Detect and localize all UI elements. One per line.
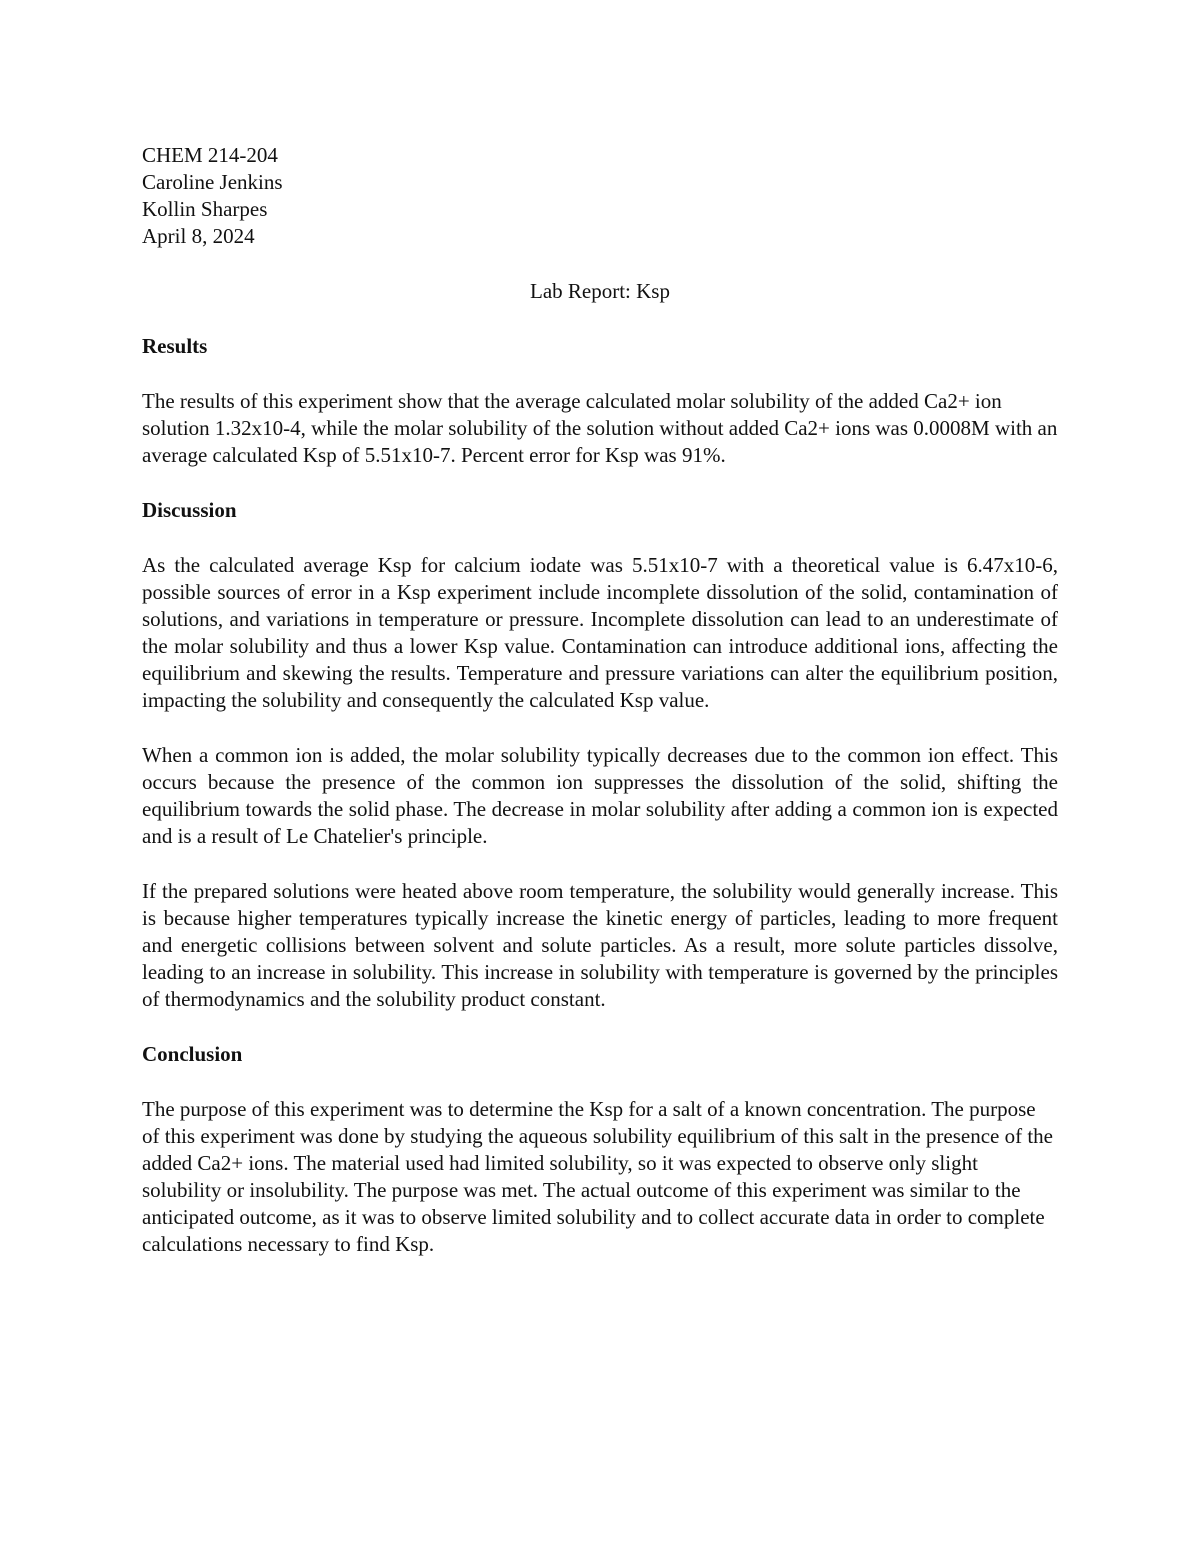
results-paragraph: The results of this experiment show that the average calculated molar solubility of the added Ca2+ ion solution 1.32x10-4, while the molar solubility of the solution without added Ca2+ ions was 0.0008M with an average calculated Ksp of 5.51x10-7. Percent error for Ksp was 91%.	[142, 389, 1058, 467]
author-name: Kollin Sharpes	[142, 197, 268, 221]
conclusion-heading: Conclusion	[142, 1042, 243, 1066]
discussion-heading: Discussion	[142, 498, 237, 522]
course-code: CHEM 214-204	[142, 143, 278, 167]
report-header	[142, 142, 1058, 250]
conclusion-paragraph: The purpose of this experiment was to determine the Ksp for a salt of a known concentration. The purpose of this experiment was done by studying the aqueous solubility equilibrium of this salt in the presence of the added Ca2+ ions. The material used had limited solubility, so it was expected to observe only slight solubility or insolubility. The purpose was met. The actual outcome of this experiment was similar to the anticipated outcome, as it was to observe limited solubility and to collect accurate data in order to complete calculations necessary to find Ksp.	[142, 1097, 1053, 1256]
author-name: Caroline Jenkins	[142, 170, 283, 194]
report-date: April 8, 2024	[142, 224, 255, 248]
discussion-paragraph: When a common ion is added, the molar solubility typically decreases due to the common ion effect. This occurs because the presence of the common ion suppresses the dissolution of the solid, shifting the equilibrium towards the solid phase. The decrease in molar solubility after adding a common ion is expected and is a result of Le Chatelier's principle.	[142, 743, 1058, 848]
results-heading: Results	[142, 334, 208, 358]
discussion-paragraph: If the prepared solutions were heated above room temperature, the solubility would generally increase. This is because higher temperatures typically increase the kinetic energy of particles, leading to more frequent and energetic collisions between solvent and solute particles. As a result, more solute particles dissolve, leading to an increase in solubility. This increase in solubility with temperature is governed by the principles of thermodynamics and the solubility product constant.	[142, 879, 1058, 1011]
report-content	[142, 142, 1058, 1258]
discussion-paragraph: As the calculated average Ksp for calcium iodate was 5.51x10-7 with a theoretical value is 6.47x10-6, possible sources of error in a Ksp experiment include incomplete dissolution of the solid, contamination of solutions, and variations in temperature or pressure. Incomplete dissolution can lead to an underestimate of the molar solubility and thus a lower Ksp value. Contamination can introduce additional ions, affecting the equilibrium and skewing the results. Temperature and pressure variations can alter the equilibrium position, impacting the solubility and consequently the calculated Ksp value.	[142, 553, 1058, 712]
report-title: Lab Report: Ksp	[530, 279, 670, 303]
